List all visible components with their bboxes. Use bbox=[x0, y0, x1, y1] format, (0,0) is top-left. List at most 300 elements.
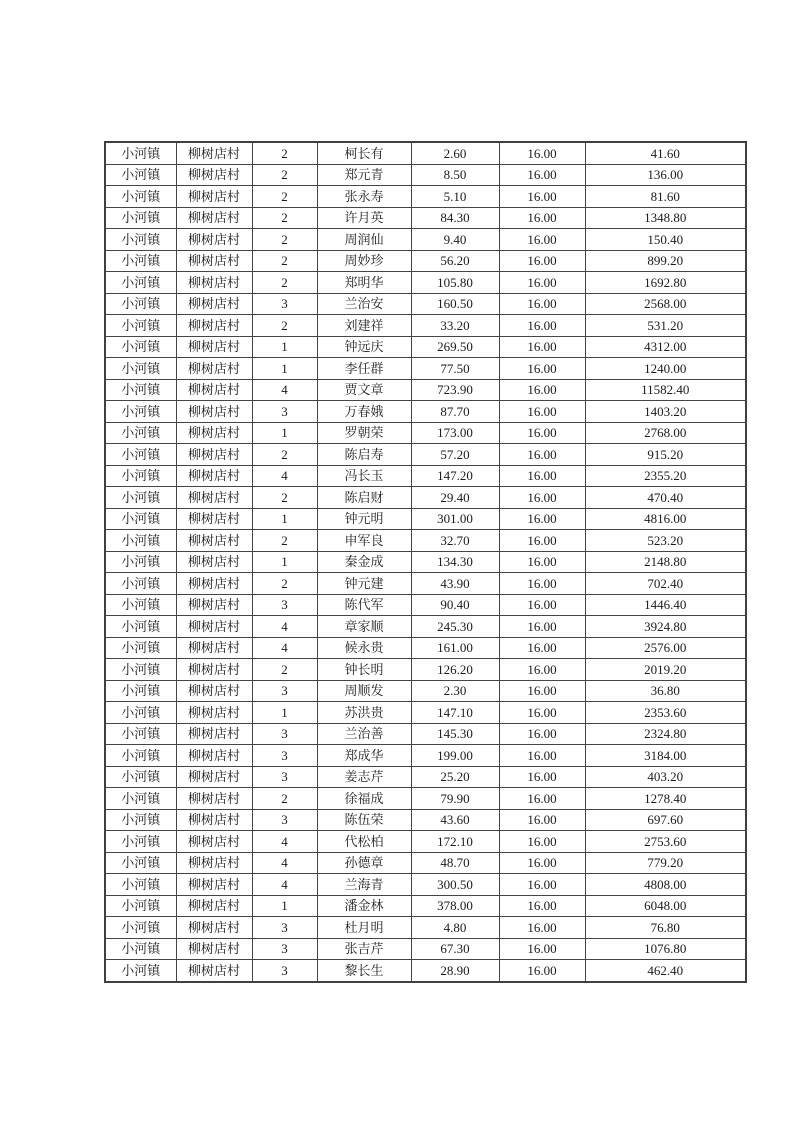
table-row bbox=[105, 164, 746, 186]
table-cell: 代松柏 bbox=[317, 831, 411, 853]
table-row bbox=[105, 272, 746, 294]
table-cell: 134.30 bbox=[411, 551, 499, 573]
table-cell: 小河镇 bbox=[105, 938, 176, 960]
table-cell: 柳树店村 bbox=[176, 917, 252, 939]
table-row bbox=[105, 142, 746, 164]
table-cell: 柳树店村 bbox=[176, 723, 252, 745]
table-cell: 贾文章 bbox=[317, 379, 411, 401]
table-cell: 3 bbox=[252, 594, 317, 616]
table-cell: 钟远庆 bbox=[317, 336, 411, 358]
table-cell: 2019.20 bbox=[585, 659, 746, 681]
table-row bbox=[105, 960, 746, 982]
table-cell: 陈启财 bbox=[317, 487, 411, 509]
table-row bbox=[105, 207, 746, 229]
table-cell: 小河镇 bbox=[105, 917, 176, 939]
table-cell: 2568.00 bbox=[585, 293, 746, 315]
table-row bbox=[105, 637, 746, 659]
table-cell: 小河镇 bbox=[105, 766, 176, 788]
table-cell: 柳树店村 bbox=[176, 573, 252, 595]
table-cell: 柳树店村 bbox=[176, 831, 252, 853]
table-cell: 小河镇 bbox=[105, 293, 176, 315]
table-cell: 33.20 bbox=[411, 315, 499, 337]
table-cell: 张永寿 bbox=[317, 186, 411, 208]
table-cell: 小河镇 bbox=[105, 659, 176, 681]
table-row bbox=[105, 852, 746, 874]
table-cell: 柳树店村 bbox=[176, 186, 252, 208]
table-cell: 3 bbox=[252, 809, 317, 831]
table-cell: 小河镇 bbox=[105, 723, 176, 745]
table-cell: 16.00 bbox=[499, 831, 585, 853]
table-cell: 柳树店村 bbox=[176, 788, 252, 810]
table-row bbox=[105, 659, 746, 681]
table-cell: 531.20 bbox=[585, 315, 746, 337]
table-cell: 柳树店村 bbox=[176, 551, 252, 573]
table-cell: 小河镇 bbox=[105, 487, 176, 509]
table-cell: 16.00 bbox=[499, 207, 585, 229]
table-cell: 小河镇 bbox=[105, 874, 176, 896]
table-cell: 245.30 bbox=[411, 616, 499, 638]
table-cell: 1 bbox=[252, 422, 317, 444]
table-cell: 柳树店村 bbox=[176, 164, 252, 186]
table-cell: 候永贵 bbox=[317, 637, 411, 659]
table-cell: 兰治安 bbox=[317, 293, 411, 315]
table-cell: 小河镇 bbox=[105, 186, 176, 208]
table-cell: 兰海青 bbox=[317, 874, 411, 896]
table-cell: 小河镇 bbox=[105, 530, 176, 552]
table-cell: 小河镇 bbox=[105, 573, 176, 595]
table-cell: 1 bbox=[252, 336, 317, 358]
table-cell: 378.00 bbox=[411, 895, 499, 917]
table-cell: 小河镇 bbox=[105, 142, 176, 164]
table-row bbox=[105, 508, 746, 530]
table-cell: 柳树店村 bbox=[176, 142, 252, 164]
table-cell: 56.20 bbox=[411, 250, 499, 272]
table-cell: 1 bbox=[252, 895, 317, 917]
table-cell: 小河镇 bbox=[105, 164, 176, 186]
table-cell: 小河镇 bbox=[105, 680, 176, 702]
table-cell: 147.20 bbox=[411, 465, 499, 487]
table-cell: 小河镇 bbox=[105, 315, 176, 337]
table-cell: 16.00 bbox=[499, 702, 585, 724]
table-cell: 16.00 bbox=[499, 895, 585, 917]
payment-table-body bbox=[105, 142, 746, 982]
table-cell: 2 bbox=[252, 659, 317, 681]
table-row bbox=[105, 487, 746, 509]
table-cell: 小河镇 bbox=[105, 831, 176, 853]
table-cell: 4312.00 bbox=[585, 336, 746, 358]
table-row bbox=[105, 444, 746, 466]
table-cell: 潘金林 bbox=[317, 895, 411, 917]
table-cell: 16.00 bbox=[499, 229, 585, 251]
table-cell: 小河镇 bbox=[105, 895, 176, 917]
table-cell: 16.00 bbox=[499, 315, 585, 337]
table-cell: 172.10 bbox=[411, 831, 499, 853]
table-cell: 柳树店村 bbox=[176, 680, 252, 702]
table-cell: 章家顺 bbox=[317, 616, 411, 638]
table-cell: 28.90 bbox=[411, 960, 499, 982]
table-cell: 小河镇 bbox=[105, 508, 176, 530]
table-cell: 柳树店村 bbox=[176, 659, 252, 681]
table-cell: 柳树店村 bbox=[176, 745, 252, 767]
payment-table bbox=[104, 141, 747, 983]
table-cell: 4 bbox=[252, 465, 317, 487]
table-cell: 3 bbox=[252, 680, 317, 702]
table-cell: 黎长生 bbox=[317, 960, 411, 982]
table-cell: 郑成华 bbox=[317, 745, 411, 767]
table-cell: 罗朝荣 bbox=[317, 422, 411, 444]
table-cell: 160.50 bbox=[411, 293, 499, 315]
table-row bbox=[105, 573, 746, 595]
table-cell: 2353.60 bbox=[585, 702, 746, 724]
table-row bbox=[105, 809, 746, 831]
table-row bbox=[105, 917, 746, 939]
table-cell: 柳树店村 bbox=[176, 809, 252, 831]
table-cell: 2.60 bbox=[411, 142, 499, 164]
table-cell: 16.00 bbox=[499, 444, 585, 466]
table-cell: 小河镇 bbox=[105, 401, 176, 423]
table-cell: 柯长有 bbox=[317, 142, 411, 164]
table-cell: 柳树店村 bbox=[176, 766, 252, 788]
table-row bbox=[105, 250, 746, 272]
table-row bbox=[105, 938, 746, 960]
table-cell: 小河镇 bbox=[105, 852, 176, 874]
table-cell: 2355.20 bbox=[585, 465, 746, 487]
table-cell: 柳树店村 bbox=[176, 874, 252, 896]
table-cell: 周润仙 bbox=[317, 229, 411, 251]
table-cell: 柳树店村 bbox=[176, 250, 252, 272]
table-row bbox=[105, 229, 746, 251]
table-cell: 柳树店村 bbox=[176, 272, 252, 294]
table-cell: 小河镇 bbox=[105, 702, 176, 724]
table-cell: 79.90 bbox=[411, 788, 499, 810]
table-cell: 陈伍荣 bbox=[317, 809, 411, 831]
table-cell: 2 bbox=[252, 444, 317, 466]
table-cell: 柳树店村 bbox=[176, 379, 252, 401]
table-cell: 柳树店村 bbox=[176, 637, 252, 659]
table-cell: 76.80 bbox=[585, 917, 746, 939]
table-cell: 陈启寿 bbox=[317, 444, 411, 466]
table-cell: 柳树店村 bbox=[176, 229, 252, 251]
table-cell: 48.70 bbox=[411, 852, 499, 874]
table-row bbox=[105, 293, 746, 315]
table-cell: 702.40 bbox=[585, 573, 746, 595]
table-cell: 小河镇 bbox=[105, 336, 176, 358]
table-cell: 300.50 bbox=[411, 874, 499, 896]
table-cell: 145.30 bbox=[411, 723, 499, 745]
table-row bbox=[105, 401, 746, 423]
table-cell: 16.00 bbox=[499, 422, 585, 444]
table-cell: 刘建祥 bbox=[317, 315, 411, 337]
table-cell: 84.30 bbox=[411, 207, 499, 229]
table-cell: 2 bbox=[252, 207, 317, 229]
table-row bbox=[105, 616, 746, 638]
table-cell: 柳树店村 bbox=[176, 336, 252, 358]
table-cell: 小河镇 bbox=[105, 207, 176, 229]
table-cell: 16.00 bbox=[499, 680, 585, 702]
table-cell: 57.20 bbox=[411, 444, 499, 466]
table-cell: 16.00 bbox=[499, 616, 585, 638]
table-cell: 16.00 bbox=[499, 852, 585, 874]
table-cell: 16.00 bbox=[499, 637, 585, 659]
table-cell: 16.00 bbox=[499, 573, 585, 595]
table-row bbox=[105, 874, 746, 896]
table-cell: 43.90 bbox=[411, 573, 499, 595]
table-cell: 136.00 bbox=[585, 164, 746, 186]
table-cell: 16.00 bbox=[499, 530, 585, 552]
table-row bbox=[105, 465, 746, 487]
table-cell: 柳树店村 bbox=[176, 401, 252, 423]
table-cell: 柳树店村 bbox=[176, 594, 252, 616]
table-cell: 16.00 bbox=[499, 272, 585, 294]
table-cell: 90.40 bbox=[411, 594, 499, 616]
table-cell: 16.00 bbox=[499, 551, 585, 573]
table-cell: 41.60 bbox=[585, 142, 746, 164]
table-cell: 2 bbox=[252, 186, 317, 208]
table-cell: 2.30 bbox=[411, 680, 499, 702]
table-cell: 小河镇 bbox=[105, 551, 176, 573]
table-cell: 李任群 bbox=[317, 358, 411, 380]
table-cell: 小河镇 bbox=[105, 229, 176, 251]
table-cell: 柳树店村 bbox=[176, 895, 252, 917]
table-cell: 柳树店村 bbox=[176, 422, 252, 444]
table-cell: 899.20 bbox=[585, 250, 746, 272]
table-row bbox=[105, 530, 746, 552]
table-row bbox=[105, 745, 746, 767]
table-cell: 2 bbox=[252, 530, 317, 552]
table-cell: 2576.00 bbox=[585, 637, 746, 659]
table-cell: 2 bbox=[252, 250, 317, 272]
table-row bbox=[105, 422, 746, 444]
table-cell: 3 bbox=[252, 766, 317, 788]
table-cell: 2 bbox=[252, 487, 317, 509]
table-cell: 2 bbox=[252, 142, 317, 164]
table-cell: 16.00 bbox=[499, 723, 585, 745]
table-cell: 钟长明 bbox=[317, 659, 411, 681]
table-cell: 126.20 bbox=[411, 659, 499, 681]
table-cell: 秦金成 bbox=[317, 551, 411, 573]
table-cell: 万春娥 bbox=[317, 401, 411, 423]
table-cell: 87.70 bbox=[411, 401, 499, 423]
table-cell: 柳树店村 bbox=[176, 444, 252, 466]
table-cell: 3 bbox=[252, 293, 317, 315]
table-cell: 199.00 bbox=[411, 745, 499, 767]
table-cell: 1 bbox=[252, 702, 317, 724]
table-cell: 小河镇 bbox=[105, 272, 176, 294]
table-cell: 1 bbox=[252, 358, 317, 380]
table-cell: 5.10 bbox=[411, 186, 499, 208]
table-cell: 16.00 bbox=[499, 960, 585, 982]
table-row bbox=[105, 895, 746, 917]
table-cell: 柳树店村 bbox=[176, 315, 252, 337]
table-cell: 柳树店村 bbox=[176, 508, 252, 530]
table-cell: 16.00 bbox=[499, 186, 585, 208]
table-row bbox=[105, 680, 746, 702]
table-cell: 16.00 bbox=[499, 487, 585, 509]
table-cell: 2 bbox=[252, 315, 317, 337]
table-cell: 470.40 bbox=[585, 487, 746, 509]
table-cell: 301.00 bbox=[411, 508, 499, 530]
table-cell: 2 bbox=[252, 229, 317, 251]
table-cell: 36.80 bbox=[585, 680, 746, 702]
table-cell: 16.00 bbox=[499, 766, 585, 788]
table-cell: 43.60 bbox=[411, 809, 499, 831]
table-cell: 2 bbox=[252, 573, 317, 595]
table-cell: 1240.00 bbox=[585, 358, 746, 380]
table-cell: 16.00 bbox=[499, 745, 585, 767]
table-cell: 柳树店村 bbox=[176, 293, 252, 315]
table-cell: 2148.80 bbox=[585, 551, 746, 573]
table-cell: 柳树店村 bbox=[176, 487, 252, 509]
table-cell: 柳树店村 bbox=[176, 960, 252, 982]
table-cell: 孙德章 bbox=[317, 852, 411, 874]
table-cell: 1076.80 bbox=[585, 938, 746, 960]
table-cell: 1278.40 bbox=[585, 788, 746, 810]
table-cell: 2 bbox=[252, 272, 317, 294]
table-cell: 周顺发 bbox=[317, 680, 411, 702]
table-cell: 2 bbox=[252, 164, 317, 186]
table-row bbox=[105, 788, 746, 810]
table-cell: 小河镇 bbox=[105, 250, 176, 272]
table-cell: 小河镇 bbox=[105, 745, 176, 767]
table-cell: 柳树店村 bbox=[176, 852, 252, 874]
table-cell: 161.00 bbox=[411, 637, 499, 659]
table-cell: 2324.80 bbox=[585, 723, 746, 745]
table-cell: 3184.00 bbox=[585, 745, 746, 767]
table-cell: 4 bbox=[252, 616, 317, 638]
table-row bbox=[105, 315, 746, 337]
table-cell: 1348.80 bbox=[585, 207, 746, 229]
table-cell: 6048.00 bbox=[585, 895, 746, 917]
table-cell: 915.20 bbox=[585, 444, 746, 466]
table-cell: 2768.00 bbox=[585, 422, 746, 444]
table-cell: 小河镇 bbox=[105, 809, 176, 831]
table-cell: 16.00 bbox=[499, 142, 585, 164]
table-cell: 冯长玉 bbox=[317, 465, 411, 487]
table-cell: 小河镇 bbox=[105, 637, 176, 659]
table-cell: 4 bbox=[252, 874, 317, 896]
table-cell: 4 bbox=[252, 637, 317, 659]
table-cell: 81.60 bbox=[585, 186, 746, 208]
table-cell: 姜志芹 bbox=[317, 766, 411, 788]
table-cell: 徐福成 bbox=[317, 788, 411, 810]
table-cell: 4 bbox=[252, 831, 317, 853]
table-cell: 柳树店村 bbox=[176, 465, 252, 487]
table-cell: 8.50 bbox=[411, 164, 499, 186]
table-cell: 张吉芹 bbox=[317, 938, 411, 960]
table-cell: 柳树店村 bbox=[176, 702, 252, 724]
table-cell: 16.00 bbox=[499, 250, 585, 272]
table-cell: 3 bbox=[252, 723, 317, 745]
table-row bbox=[105, 766, 746, 788]
table-cell: 小河镇 bbox=[105, 594, 176, 616]
table-cell: 苏洪贵 bbox=[317, 702, 411, 724]
table-cell: 小河镇 bbox=[105, 616, 176, 638]
table-cell: 4 bbox=[252, 852, 317, 874]
table-cell: 25.20 bbox=[411, 766, 499, 788]
table-cell: 柳树店村 bbox=[176, 616, 252, 638]
table-cell: 陈代军 bbox=[317, 594, 411, 616]
table-cell: 150.40 bbox=[585, 229, 746, 251]
table-cell: 16.00 bbox=[499, 917, 585, 939]
table-row bbox=[105, 831, 746, 853]
table-row bbox=[105, 594, 746, 616]
table-cell: 16.00 bbox=[499, 874, 585, 896]
table-cell: 269.50 bbox=[411, 336, 499, 358]
table-cell: 9.40 bbox=[411, 229, 499, 251]
table-cell: 3 bbox=[252, 960, 317, 982]
table-row bbox=[105, 358, 746, 380]
table-cell: 2 bbox=[252, 788, 317, 810]
table-cell: 郑明华 bbox=[317, 272, 411, 294]
table-cell: 3924.80 bbox=[585, 616, 746, 638]
table-cell: 1 bbox=[252, 551, 317, 573]
table-cell: 杜月明 bbox=[317, 917, 411, 939]
table-cell: 67.30 bbox=[411, 938, 499, 960]
table-cell: 兰治善 bbox=[317, 723, 411, 745]
table-cell: 小河镇 bbox=[105, 358, 176, 380]
table-cell: 3 bbox=[252, 917, 317, 939]
table-cell: 723.90 bbox=[411, 379, 499, 401]
table-cell: 小河镇 bbox=[105, 444, 176, 466]
table-cell: 16.00 bbox=[499, 809, 585, 831]
table-cell: 77.50 bbox=[411, 358, 499, 380]
table-cell: 4808.00 bbox=[585, 874, 746, 896]
table-cell: 1446.40 bbox=[585, 594, 746, 616]
table-cell: 462.40 bbox=[585, 960, 746, 982]
table-cell: 3 bbox=[252, 938, 317, 960]
table-cell: 钟元建 bbox=[317, 573, 411, 595]
table-cell: 16.00 bbox=[499, 336, 585, 358]
table-cell: 11582.40 bbox=[585, 379, 746, 401]
table-cell: 柳树店村 bbox=[176, 938, 252, 960]
table-cell: 29.40 bbox=[411, 487, 499, 509]
table-cell: 申军良 bbox=[317, 530, 411, 552]
table-cell: 779.20 bbox=[585, 852, 746, 874]
table-cell: 16.00 bbox=[499, 379, 585, 401]
table-cell: 1692.80 bbox=[585, 272, 746, 294]
table-cell: 16.00 bbox=[499, 164, 585, 186]
table-cell: 柳树店村 bbox=[176, 530, 252, 552]
table-cell: 3 bbox=[252, 745, 317, 767]
table-cell: 523.20 bbox=[585, 530, 746, 552]
table-cell: 小河镇 bbox=[105, 465, 176, 487]
table-cell: 钟元明 bbox=[317, 508, 411, 530]
table-cell: 16.00 bbox=[499, 293, 585, 315]
table-row bbox=[105, 723, 746, 745]
table-cell: 16.00 bbox=[499, 788, 585, 810]
table-cell: 16.00 bbox=[499, 659, 585, 681]
table-cell: 16.00 bbox=[499, 358, 585, 380]
table-cell: 小河镇 bbox=[105, 788, 176, 810]
table-cell: 16.00 bbox=[499, 508, 585, 530]
table-cell: 1403.20 bbox=[585, 401, 746, 423]
table-cell: 小河镇 bbox=[105, 960, 176, 982]
table-cell: 3 bbox=[252, 401, 317, 423]
table-row bbox=[105, 186, 746, 208]
table-cell: 柳树店村 bbox=[176, 358, 252, 380]
table-cell: 1 bbox=[252, 508, 317, 530]
table-row bbox=[105, 336, 746, 358]
table-cell: 16.00 bbox=[499, 465, 585, 487]
table-cell: 697.60 bbox=[585, 809, 746, 831]
table-cell: 4816.00 bbox=[585, 508, 746, 530]
table-cell: 4 bbox=[252, 379, 317, 401]
table-row bbox=[105, 551, 746, 573]
table-cell: 柳树店村 bbox=[176, 207, 252, 229]
table-row bbox=[105, 702, 746, 724]
table-cell: 16.00 bbox=[499, 938, 585, 960]
table-cell: 小河镇 bbox=[105, 379, 176, 401]
